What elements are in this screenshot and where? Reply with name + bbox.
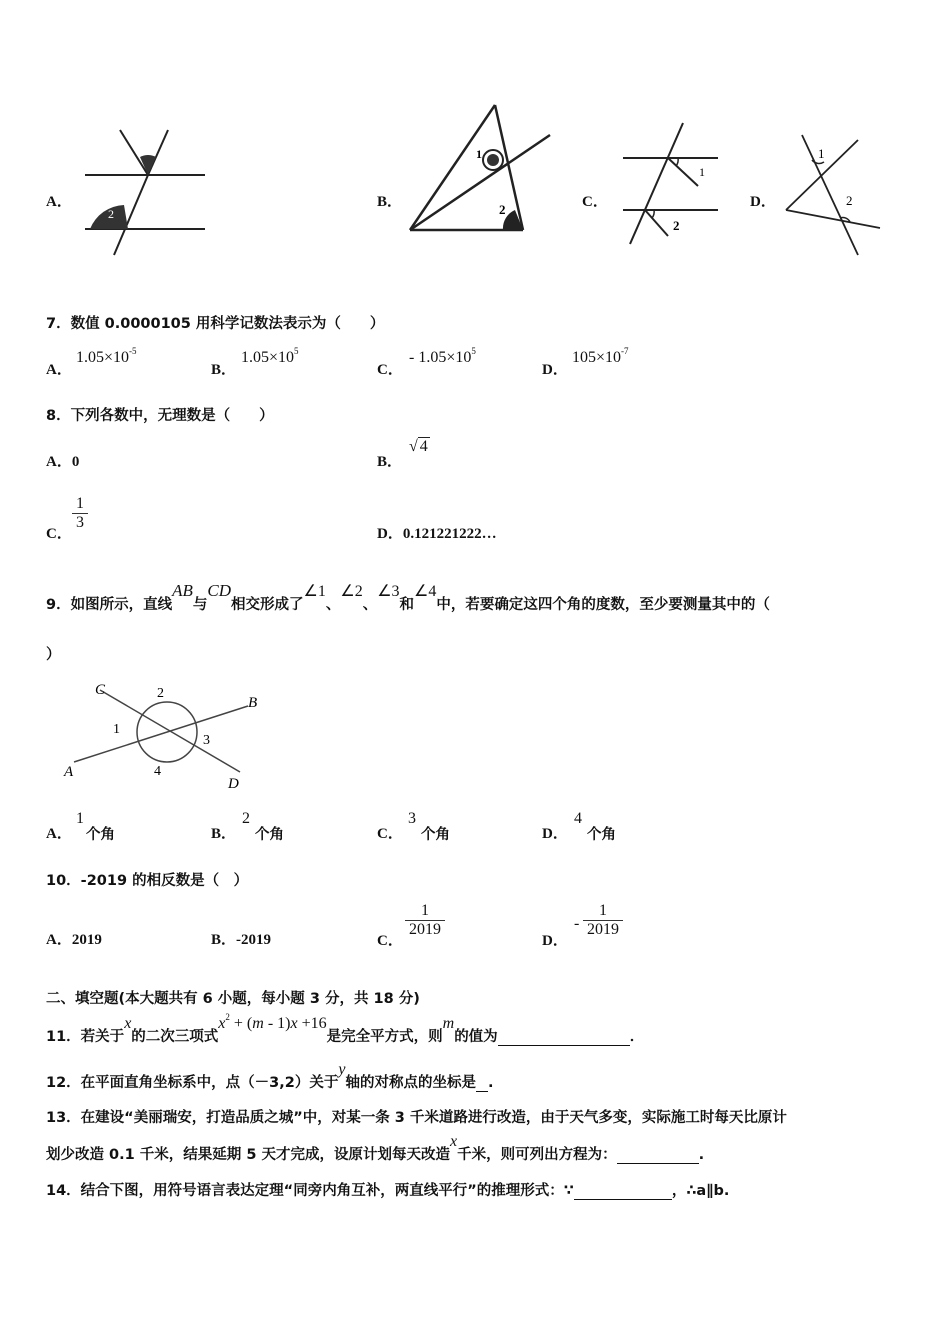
q9-angle2: ∠2 — [340, 583, 363, 600]
q10-option-d-sign: - — [574, 915, 580, 932]
q8-option-c-num: 1 — [76, 495, 84, 512]
q9-stem — [46, 580, 926, 613]
q9-angle-label-2: 2 — [157, 686, 164, 701]
q6-figure-c — [618, 118, 723, 248]
q10-option-c[interactable] — [377, 902, 477, 950]
q12-part1: 12．在平面直角坐标系中，点（－3,2）关于 — [46, 1075, 339, 1091]
q6-figure-a — [80, 125, 210, 260]
q6-option-c-label[interactable]: C． — [582, 194, 608, 210]
q10-option-d-num: 1 — [599, 902, 607, 919]
q11-end: ． — [629, 1029, 645, 1045]
q10-option-d-fraction — [583, 902, 623, 939]
section2-title: 二、填空题(本大题共有 6 小题，每小题 3 分，共 18 分) — [46, 991, 420, 1007]
q6-a-angle-2: 2 — [108, 207, 114, 221]
q8-option-a[interactable] — [46, 450, 79, 471]
q9-option-a[interactable] — [46, 810, 156, 844]
q11-part4: 的值为 — [454, 1029, 498, 1045]
q8-option-c-letter: C． — [46, 526, 72, 542]
q8-option-b[interactable] — [377, 438, 457, 472]
q7-stem: 7．数值 0.0000105 用科学记数法表示为（ ） — [46, 316, 385, 332]
q7-option-d-exp: -7 — [621, 346, 629, 356]
q8-option-c-fraction — [72, 495, 88, 532]
q7-option-c-exp: 5 — [471, 346, 476, 356]
q6-option-a-label[interactable]: A． — [46, 194, 72, 210]
q10-option-b[interactable] — [211, 928, 271, 949]
q9-cd: CD — [207, 581, 231, 600]
q14-part2: ，∴a∥b. — [671, 1183, 730, 1199]
q8-option-c-den: 3 — [72, 513, 88, 532]
q9-label-a: A — [64, 764, 74, 780]
q9-option-d-unit: 个角 — [587, 827, 616, 843]
q8-option-b-letter: B． — [377, 454, 403, 470]
q9-option-c-unit: 个角 — [421, 827, 450, 843]
q9-sep2: 、 — [362, 597, 378, 613]
q13-part2: 千米，则可列出方程为： — [457, 1147, 617, 1163]
q9-option-c-num: 3 — [408, 810, 416, 827]
sqrt-sign: √ 4 — [409, 438, 428, 455]
q11-part3: 是完全平方式，则 — [326, 1029, 443, 1045]
q11-expr-b: + ( — [229, 1015, 253, 1032]
q9-option-a-letter: A． — [46, 826, 72, 842]
q7-option-c-letter: C． — [377, 362, 403, 378]
q9-angle-label-3: 3 — [203, 733, 210, 748]
q11-expr-sup: 2 — [225, 1012, 230, 1022]
q8-stem: 8．下列各数中，无理数是（ ） — [46, 408, 274, 424]
q9-option-d-num: 4 — [574, 810, 582, 827]
q11-expr-d: +16 — [297, 1015, 327, 1032]
q9-sep1: 、 — [325, 597, 341, 613]
q13-answer-blank[interactable] — [617, 1147, 699, 1164]
q6-d-angle-1: 1 — [818, 146, 825, 161]
q9-stem-part3: 相交形成了 — [231, 597, 304, 613]
q9-angle3: ∠3 — [377, 583, 400, 600]
q9-label-b: B — [248, 695, 258, 711]
q9-option-b[interactable] — [211, 810, 321, 844]
q10-option-b-value: -2019 — [236, 932, 272, 948]
q6-figure-b — [405, 100, 555, 235]
q9-ab: AB — [172, 581, 193, 600]
q14 — [46, 1179, 729, 1200]
q11-m: m — [442, 1015, 455, 1032]
q9-label-c: C — [95, 682, 106, 698]
q11-expr-x: x — [218, 1015, 226, 1032]
q9-angle-label-4: 4 — [154, 764, 161, 779]
q10-option-a-value: 2019 — [71, 932, 102, 948]
q12-y: y — [338, 1061, 346, 1078]
q10-option-c-den: 2019 — [405, 920, 445, 939]
q9-option-a-num: 1 — [76, 810, 84, 827]
q10-option-c-fraction — [405, 902, 445, 939]
q13-line1: 13．在建设“美丽瑞安，打造品质之城”中，对某一条 3 千米道路进行改造，由于天气多变，实际施工时每天比原计 — [46, 1110, 787, 1126]
q14-answer-blank[interactable] — [574, 1183, 672, 1200]
q7-option-b-letter: B． — [211, 362, 237, 378]
q9-stem-part1: 9．如图所示，直线 — [46, 597, 173, 613]
q12-end: . — [487, 1075, 494, 1091]
q8-option-a-letter: A． — [46, 454, 72, 470]
q11-answer-blank[interactable] — [498, 1029, 630, 1046]
q11-expr-c: - 1) — [263, 1015, 291, 1032]
q9-option-c[interactable] — [377, 810, 487, 844]
q6-b-angle-2: 2 — [499, 202, 506, 217]
q6-figure-d — [780, 130, 885, 260]
q9-option-d[interactable] — [542, 810, 652, 844]
q6-option-d-label[interactable]: D． — [750, 194, 776, 210]
q7-option-b-exp: 5 — [294, 346, 299, 356]
q9-stem-part4: 和 — [399, 597, 415, 613]
q8-option-b-radicand: 4 — [419, 438, 428, 455]
q9-option-b-num: 2 — [242, 810, 250, 827]
q10-option-d-den: 2019 — [583, 920, 623, 939]
q10-option-c-num: 1 — [421, 902, 429, 919]
q12-answer-blank[interactable] — [476, 1075, 488, 1092]
q13-x: x — [449, 1133, 458, 1150]
q9-option-a-unit: 个角 — [86, 827, 115, 843]
q7-option-a-exp: -5 — [129, 346, 137, 356]
q10-option-a-letter: A． — [46, 932, 72, 948]
q9-option-b-letter: B． — [211, 826, 237, 842]
q9-figure — [60, 680, 280, 795]
q6-a-angle-1: 1 — [142, 138, 148, 150]
q8-option-c[interactable] — [46, 495, 166, 543]
q6-b-angle-1: 1 — [476, 147, 482, 161]
q9-stem-part2: 与 — [192, 597, 208, 613]
q7-option-d-base: 105×10 — [572, 349, 622, 366]
q8-option-d-value: 0.121221222… — [402, 526, 497, 542]
q13-line2 — [46, 1130, 926, 1163]
q8-option-d[interactable] — [377, 522, 497, 543]
q13-part1: 划少改造 0.1 千米，结果延期 5 天才完成，设原计划每天改造 — [46, 1147, 450, 1163]
q6-c-angle-2: 2 — [673, 218, 680, 233]
q11-expression — [218, 1012, 327, 1032]
q8-option-d-letter: D． — [377, 526, 403, 542]
q9-angle4: ∠4 — [414, 583, 437, 600]
q10-stem: 10．-2019 的相反数是（ ） — [46, 873, 249, 889]
q9-label-d: D — [228, 776, 239, 792]
q10-option-b-letter: B． — [211, 932, 237, 948]
q10-option-d-letter: D． — [542, 933, 568, 949]
q11-part2: 的二次三项式 — [131, 1029, 219, 1045]
q9-option-c-letter: C． — [377, 826, 403, 842]
q7-option-d-letter: D． — [542, 362, 568, 378]
q7-option-a-letter: A． — [46, 362, 72, 378]
q12-part2: 轴的对称点的坐标是 — [345, 1075, 476, 1091]
q9-stem-part5: 中，若要确定这四个角的度数，至少要测量其中的（ — [436, 597, 770, 613]
q14-part1: 14．结合下图，用符号语言表达定理“同旁内角互补，两直线平行”的推理形式：∵ — [46, 1183, 574, 1199]
q9-option-b-unit: 个角 — [255, 827, 284, 843]
q12 — [46, 1058, 926, 1091]
q8-option-a-value: 0 — [71, 454, 80, 470]
q7-option-b-base: 1.05×10 — [241, 349, 295, 366]
q9-angle1: ∠1 — [303, 583, 326, 600]
q10-option-a[interactable] — [46, 928, 102, 949]
q10-option-d[interactable] — [542, 902, 652, 950]
q6-option-b-label[interactable]: B． — [377, 194, 403, 210]
q7-option-c-base: - 1.05×10 — [409, 349, 472, 366]
q10-option-c-letter: C． — [377, 933, 403, 949]
q11 — [46, 1012, 926, 1045]
q6-d-angle-2: 2 — [846, 193, 853, 208]
q13-end: . — [698, 1147, 705, 1163]
q11-expr-m: m — [252, 1015, 264, 1032]
q11-x: x — [124, 1015, 132, 1032]
q7-option-a-base: 1.05×10 — [76, 349, 130, 366]
q11-expr-x2: x — [290, 1015, 298, 1032]
q11-part1: 11．若关于 — [46, 1029, 125, 1045]
q6-c-angle-1: 1 — [699, 165, 705, 179]
q9-option-d-letter: D． — [542, 826, 568, 842]
q9-stem-close: ） — [46, 647, 61, 663]
q9-angle-label-1: 1 — [113, 722, 120, 737]
